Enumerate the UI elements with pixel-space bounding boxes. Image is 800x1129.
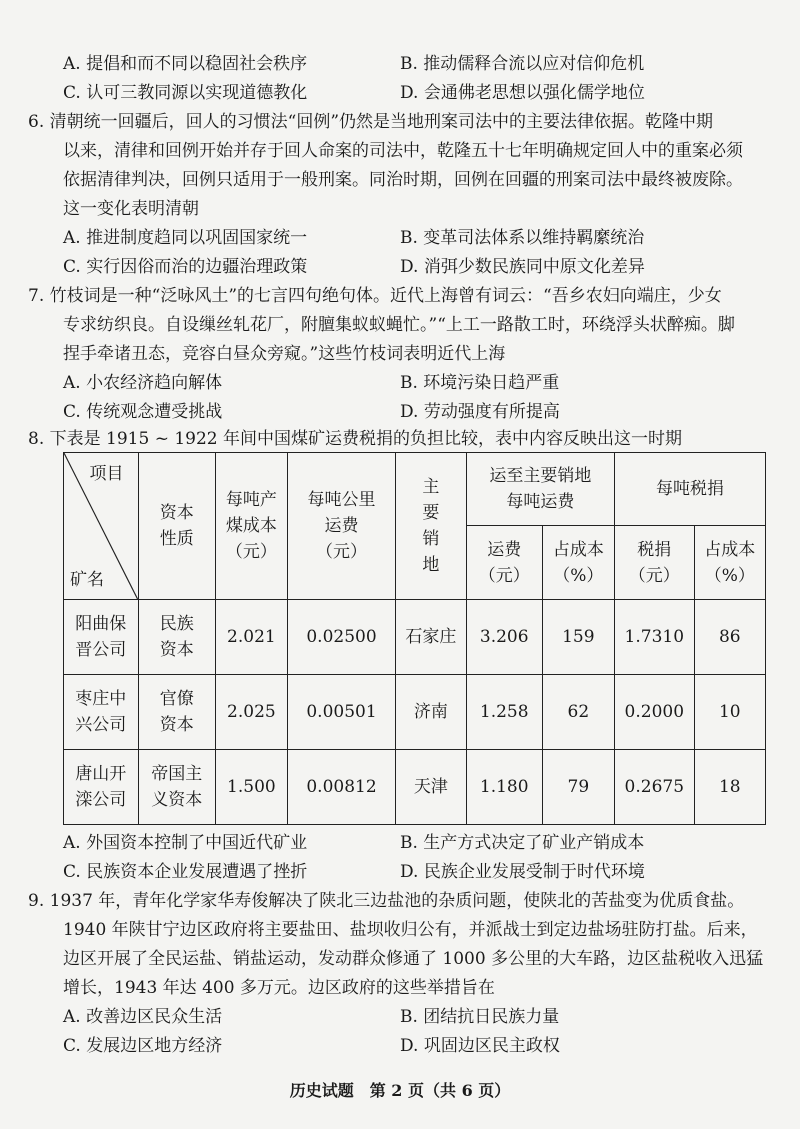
cell-cost: 2.025 — [215, 675, 287, 750]
q8-option-b: B. 生产方式决定了矿业产销成本 — [400, 833, 645, 853]
cell-mine-name: 唐山开滦公司 — [64, 750, 139, 825]
cell-fee: 3.206 — [466, 600, 542, 675]
q9-option-c: C. 发展边区地方经济 — [63, 1036, 223, 1056]
q5-option-a: A. 提倡和而不同以稳固社会秩序 — [63, 54, 308, 74]
q7-option-c: C. 传统观念遭受挑战 — [63, 402, 223, 422]
q5-option-b: B. 推动儒释合流以应对信仰危机 — [400, 54, 645, 74]
table-row — [64, 600, 766, 675]
q7-stem-line: 捏手牵诸丑态，竞容白昼众旁窥。”这些竹枝词表明近代上海 — [63, 344, 506, 364]
table-corner-cell — [64, 453, 139, 600]
q5-option-d: D. 会通佛老思想以强化儒学地位 — [400, 83, 645, 103]
q6-option-c: C. 实行因俗而治的边疆治理政策 — [63, 257, 308, 277]
cell-capital: 帝国主义资本 — [138, 750, 215, 825]
header-fee: 运费（元） — [466, 526, 542, 600]
cell-tax: 0.2000 — [614, 675, 694, 750]
cell-freight-km: 0.00501 — [287, 675, 395, 750]
cell-tax-pct: 18 — [694, 750, 765, 825]
q7-option-a: A. 小农经济趋向解体 — [63, 373, 223, 393]
q5-option-c: C. 认可三教同源以实现道德教化 — [63, 83, 308, 103]
cell-tax: 1.7310 — [614, 600, 694, 675]
cell-tax: 0.2675 — [614, 750, 694, 825]
cell-tax-pct: 86 — [694, 600, 765, 675]
cell-market: 石家庄 — [396, 600, 467, 675]
cell-fee-pct: 159 — [542, 600, 614, 675]
coal-cost-table — [63, 452, 766, 825]
q6-stem-line: 6. 清朝统一回疆后，回人的习惯法“回例”仍然是当地刑案司法中的主要法律依据。乾隆中期 — [28, 112, 714, 132]
q7-option-d: D. 劳动强度有所提高 — [400, 402, 560, 422]
cell-tax-pct: 10 — [694, 675, 765, 750]
cell-fee-pct: 79 — [542, 750, 614, 825]
cell-freight-km: 0.00812 — [287, 750, 395, 825]
cell-market: 天津 — [396, 750, 467, 825]
q9-stem-line: 9. 1937 年，青年化学家华寿俊解决了陕北三边盐池的杂质问题，使陕北的苦盐变为优质食盐。 — [28, 891, 745, 911]
header-market: 主要销地 — [396, 453, 467, 600]
q9-stem-line: 1940 年陕甘宁边区政府将主要盐田、盐坝收归公有，并派战士到定边盐场驻防打盐。后来， — [63, 920, 758, 940]
cell-market: 济南 — [396, 675, 467, 750]
corner-header-mine: 矿名 — [70, 570, 104, 590]
header-cost: 每吨产煤成本（元） — [215, 453, 287, 600]
q6-option-d: D. 消弭少数民族同中原文化差异 — [400, 257, 645, 277]
q6-stem-line: 依据清律判决，回例只适用于一般刑案。同治时期，回例在回疆的刑案司法中最终被废除。 — [63, 170, 743, 190]
q6-stem-line: 这一变化表明清朝 — [63, 199, 199, 219]
q8-option-c: C. 民族资本企业发展遭遇了挫折 — [63, 862, 308, 882]
cell-freight-km: 0.02500 — [287, 600, 395, 675]
q9-stem-line: 边区开展了全民运盐、销盐运动，发动群众修通了 1000 多公里的大车路，边区盐税收入迅猛 — [63, 949, 764, 969]
q6-stem-line: 以来，清律和回例开始并存于回人命案的司法中，乾隆五十七年明确规定回人中的重案必须 — [63, 141, 743, 161]
header-capital: 资本性质 — [138, 453, 215, 600]
cell-mine-name: 枣庄中兴公司 — [64, 675, 139, 750]
page-footer: 历史试题 第 2 页（共 6 页） — [289, 1081, 511, 1100]
table-row — [64, 675, 766, 750]
q9-stem-line: 增长，1943 年达 400 多万元。边区政府的这些举措旨在 — [63, 978, 495, 998]
header-tax-amount: 税捐（元） — [614, 526, 694, 600]
cell-cost: 1.500 — [215, 750, 287, 825]
header-freight-km: 每吨公里运费（元） — [287, 453, 395, 600]
q9-option-b: B. 团结抗日民族力量 — [400, 1007, 560, 1027]
q7-option-b: B. 环境污染日趋严重 — [400, 373, 560, 393]
table-row — [64, 750, 766, 825]
cell-fee: 1.180 — [466, 750, 542, 825]
q9-option-a: A. 改善边区民众生活 — [63, 1007, 223, 1027]
q8-option-d: D. 民族企业发展受制于时代环境 — [400, 862, 645, 882]
cell-fee-pct: 62 — [542, 675, 614, 750]
q7-stem-line: 7. 竹枝词是一种“泛咏风土”的七言四句绝句体。近代上海曾有词云：“吾乡农妇向端庄，少女 — [28, 286, 722, 306]
cell-capital: 官僚资本 — [138, 675, 215, 750]
cell-fee: 1.258 — [466, 675, 542, 750]
q7-stem-line: 专求纺织良。自设缫丝轧花厂，附膻集蚁蚁蝇忙。”“上工一路散工时，环绕浮头状醉痴。脚 — [63, 315, 735, 335]
header-fee-pct: 占成本（%） — [542, 526, 614, 600]
q6-option-b: B. 变革司法体系以维持羁縻统治 — [400, 228, 645, 248]
cell-capital: 民族资本 — [138, 600, 215, 675]
header-transport: 运至主要销地每吨运费 — [466, 453, 614, 526]
cell-cost: 2.021 — [215, 600, 287, 675]
header-tax-pct: 占成本（%） — [694, 526, 765, 600]
q8-stem: 8. 下表是 1915 ~ 1922 年间中国煤矿运费税捐的负担比较，表中内容反映出这一时期 — [28, 429, 683, 449]
cell-mine-name: 阳曲保晋公司 — [64, 600, 139, 675]
header-tax: 每吨税捐 — [614, 453, 765, 526]
q9-option-d: D. 巩固边区民主政权 — [400, 1036, 560, 1056]
q6-option-a: A. 推进制度趋同以巩固国家统一 — [63, 228, 308, 248]
corner-header-items: 项目 — [89, 464, 124, 484]
q8-option-a: A. 外国资本控制了中国近代矿业 — [63, 833, 308, 853]
